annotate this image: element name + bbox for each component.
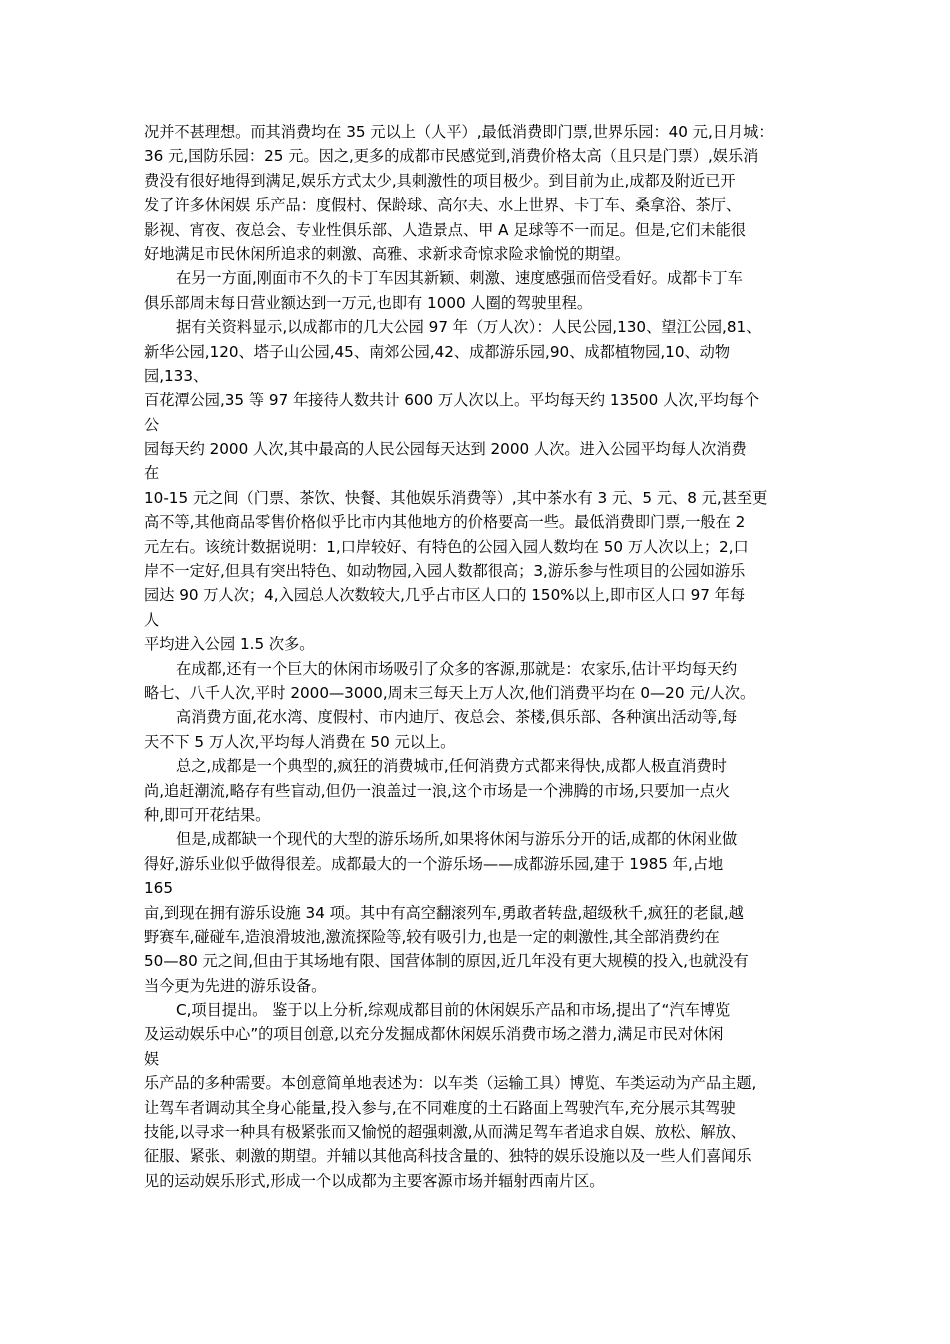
text-line: 种,即可开花结果。: [144, 805, 271, 824]
text-line: 10-15 元之间（门票、茶饮、快餐、其他娱乐消费等）,其中茶水有 3 元、5 元、8 元,甚至更: [144, 488, 768, 507]
text-line: 征服、紧张、刺激的期望。并辅以其他高科技含量的、独特的娱乐设施以及一些人们喜闻乐: [144, 1147, 752, 1166]
text-line: 娱: [144, 1049, 160, 1068]
text-line: 及运动娱乐中心”的项目创意,以充分发掘成都休闲娱乐消费市场之潜力,满足市民对休闲: [144, 1025, 724, 1044]
text-line: 50—80 元之间,但由于其场地有限、国营体制的原因,近几年没有更大规模的投入,也就没有: [144, 952, 749, 971]
text-line: 元左右。该统计数据说明：1,口岸较好、有特色的公园入园人数均在 50 万人次以上；2,口: [144, 537, 749, 556]
text-line: 在另一方面,刚面市不久的卡丁车因其新颖、刺激、速度感强而倍受看好。成都卡丁车: [176, 269, 743, 288]
text-line: 亩,到现在拥有游乐设施 34 项。其中有高空翻滚列车,勇敢者转盘,超级秋千,疯狂的老鼠,越: [144, 903, 744, 922]
text-line: 在成都,还有一个巨大的休闲市场吸引了众多的客源,那就是：农家乐,估计平均每天约: [176, 659, 738, 678]
text-line: 况并不甚理想。而其消费均在 35 元以上（人平）,最低消费即门票,世界乐园：40 元,日月城：: [144, 123, 774, 141]
text-line: 百花潭公园,35 等 97 年接待人数共计 600 万人次以上。平均每天约 13500 人次,平均每个: [144, 391, 760, 410]
text-line: 新华公园,120、塔子山公园,45、南郊公园,42、成都游乐园,90、成都植物园,10、动物: [144, 342, 731, 361]
text-line: C,项目提出。 鉴于以上分析,综观成都目前的休闲娱乐产品和市场,提出了“汽车博览: [176, 1001, 731, 1020]
text-line: 总之,成都是一个典型的,疯狂的消费城市,任何消费方式都来得快,成都人极直消费时: [176, 757, 727, 776]
text-line: 野赛车,碰碰车,造浪滑坡池,激流探险等,较有吸引力,也是一定的刺激性,其全部消费约在: [144, 927, 720, 946]
text-line: 略七、八千人次,平时 2000—3000,周末三每天上万人次,他们消费平均在 0—20 元/人次。: [144, 683, 756, 702]
text-line: 发了许多休闲娱 乐产品：度假村、保龄球、高尔夫、水上世界、卡丁车、桑拿浴、茶厅、: [144, 196, 742, 215]
text-line: 据有关资料显示,以成都市的几大公园 97 年（万人次）：人民公园,130、望江公园,81、: [176, 318, 762, 337]
text-line: 得好,游乐业似乎做得很差。成都最大的一个游乐场——成都游乐园,建于 1985 年,占地: [144, 854, 724, 873]
text-line: 园,133、: [144, 366, 209, 385]
text-line: 让驾车者调动其全身心能量,投入参与,在不同难度的土石路面上驾驶汽车,充分展示其驾驶: [144, 1098, 736, 1117]
text-line: 36 元,国防乐园：25 元。因之,更多的成都市民感觉到,消费价格太高（且只是门票）,娱乐消: [144, 147, 759, 166]
document-page: [144, 120, 809, 1193]
text-line: 平均进入公园 1.5 次多。: [144, 635, 315, 654]
text-line: 当今更为先进的游乐设备。: [144, 976, 327, 995]
text-line: 技能,以寻求一种具有极紧张而又愉悦的超强刺激,从而满足驾车者追求自娱、放松、解放、: [144, 1123, 746, 1142]
text-line: 尚,追赶潮流,略存有些盲动,但仍一浪盖过一浪,这个市场是一个沸腾的市场,只要加一点火: [144, 781, 731, 800]
text-line: 165: [144, 879, 173, 898]
text-line: 见的运动娱乐形式,形成一个以成都为主要客源市场并辐射西南片区。: [144, 1171, 605, 1190]
text-line: 费没有很好地得到满足,娱乐方式太少,具刺激性的项目极少。到目前为止,成都及附近已开: [144, 171, 736, 190]
text-line: 但是,成都缺一个现代的大型的游乐场所,如果将休闲与游乐分开的话,成都的休闲业做: [176, 830, 738, 849]
text-line: 乐产品的多种需要。本创意简单地表述为：以车类（运输工具）博览、车类运动为产品主题,: [144, 1074, 757, 1093]
text-line: 园达 90 万人次；4,入园总人次数较大,几乎占市区人口的 150%以上,即市区人口 97 年每: [144, 586, 746, 605]
text-line: 高消费方面,花水湾、度假村、市内迪厅、夜总会、茶楼,俱乐部、各种演出活动等,每: [176, 708, 738, 727]
text-line: 园每天约 2000 人次,其中最高的人民公园每天达到 2000 人次。进入公园平均每人次消费: [144, 440, 747, 459]
text-line: 公: [144, 415, 160, 434]
text-line: 好地满足市民休闲所追求的刺激、高雅、求新求奇惊求险求愉悦的期望。: [144, 244, 630, 263]
text-line: 人: [144, 610, 160, 629]
text-line: 岸不一定好,但具有突出特色、如动物园,入园人数都很高；3,游乐参与性项目的公园如游乐: [144, 562, 746, 581]
text-line: 俱乐部周末每日营业额达到一万元,也即有 1000 人圈的驾驶里程。: [144, 293, 593, 312]
text-line: 高不等,其他商品零售价格似乎比市内其他地方的价格要高一些。最低消费即门票,一般在 2: [144, 513, 746, 532]
text-line: 在: [144, 464, 160, 483]
text-line: 天不下 5 万人次,平均每人消费在 50 元以上。: [144, 732, 456, 751]
text-line: 影视、宵夜、夜总会、专业性俱乐部、人造景点、甲 A 足球等不一而足。但是,它们未能很: [144, 220, 746, 239]
